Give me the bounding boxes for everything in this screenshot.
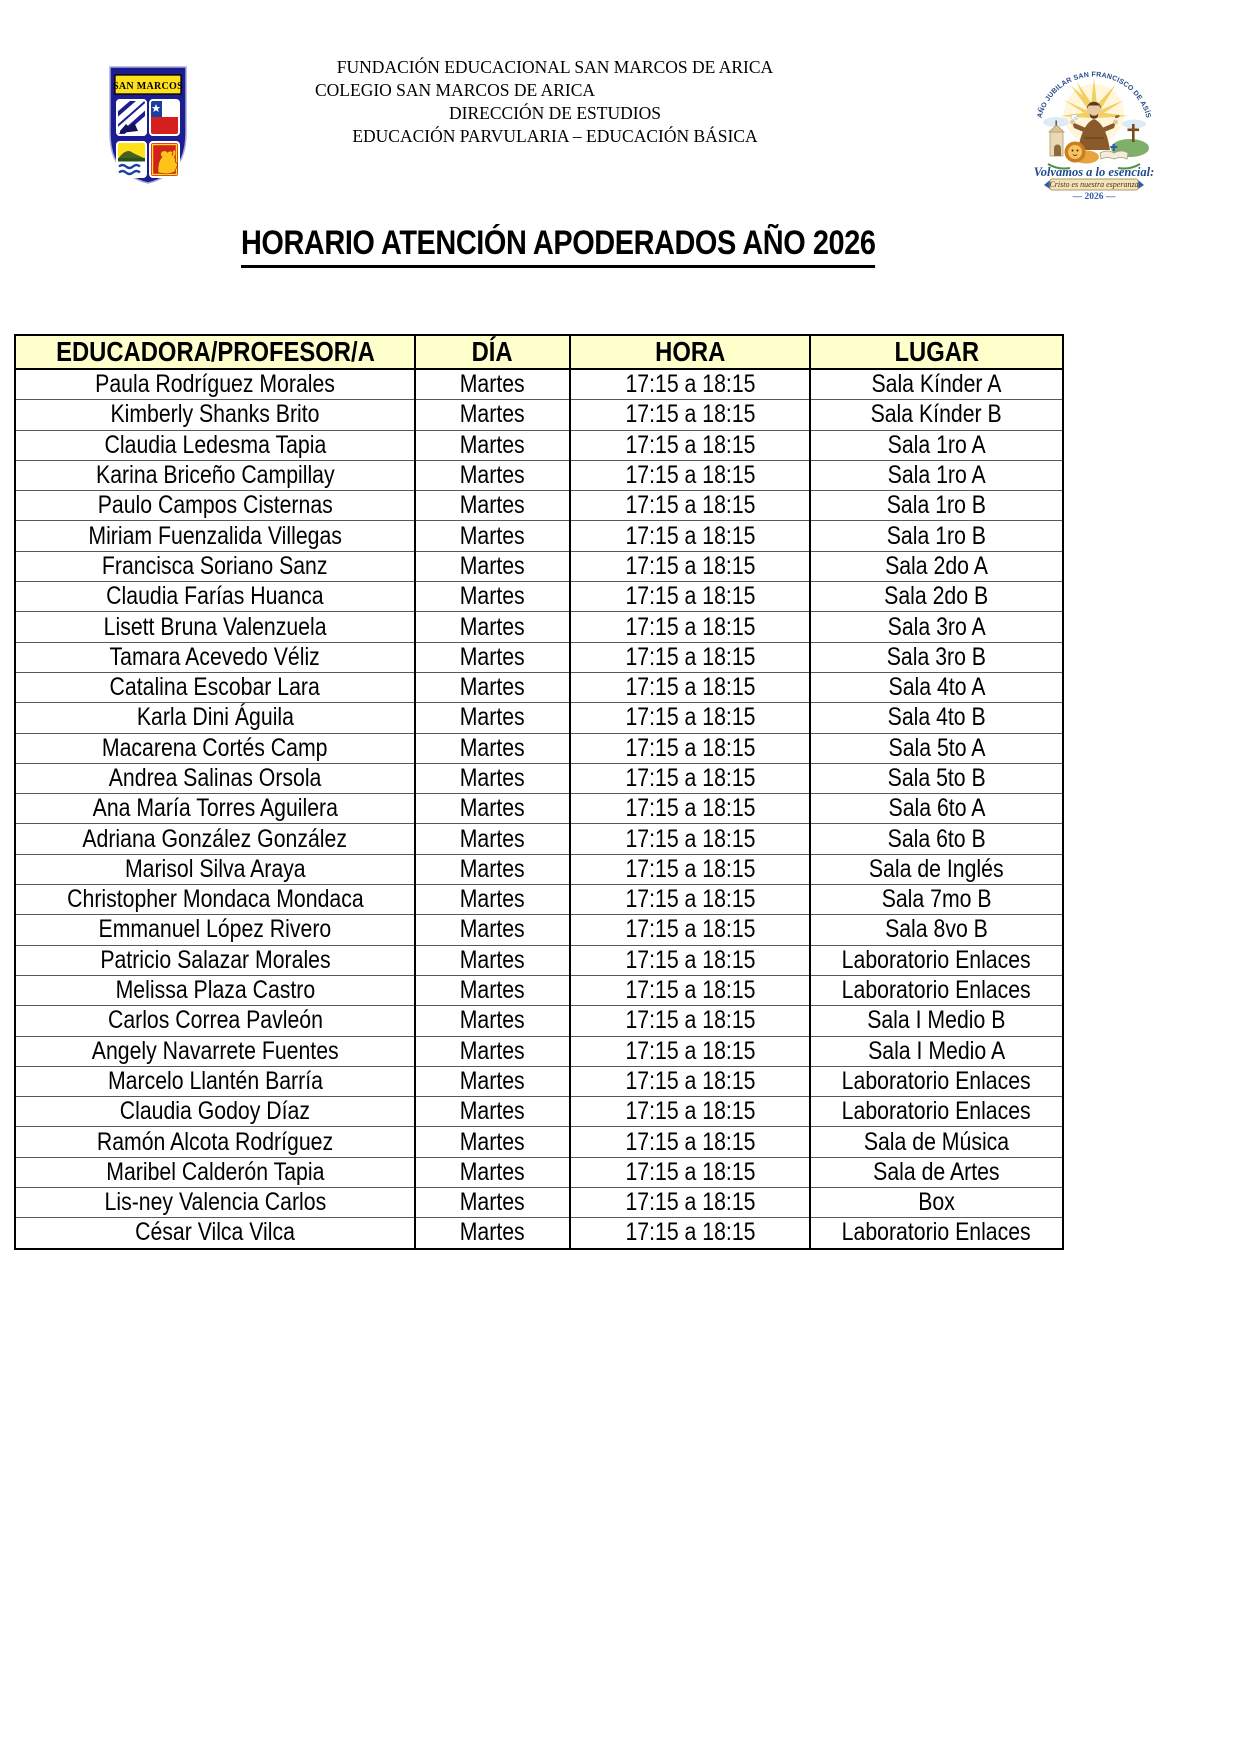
cell-day: Martes bbox=[415, 521, 570, 551]
cell-day: Martes bbox=[415, 854, 570, 884]
cell-place: Sala 2do B bbox=[810, 582, 1063, 612]
cell-name: Christopher Mondaca Mondaca bbox=[15, 885, 415, 915]
col-header-lugar: LUGAR bbox=[810, 335, 1063, 369]
cell-place: Sala de Inglés bbox=[810, 854, 1063, 884]
table-row bbox=[15, 400, 1063, 430]
institution-line: DIRECCIÓN DE ESTUDIOS bbox=[449, 103, 661, 123]
cell-name: Macarena Cortés Camp bbox=[15, 733, 415, 763]
cell-hour: 17:15 a 18:15 bbox=[570, 369, 810, 400]
jubilee-banner bbox=[1044, 179, 1144, 190]
cell-day: Martes bbox=[415, 369, 570, 400]
cell-hour: 17:15 a 18:15 bbox=[570, 1097, 810, 1127]
cell-place: Sala 1ro A bbox=[810, 460, 1063, 490]
cell-place: Sala 3ro A bbox=[810, 612, 1063, 642]
cell-hour: 17:15 a 18:15 bbox=[570, 521, 810, 551]
cell-place: Sala I Medio A bbox=[810, 1036, 1063, 1066]
table-row bbox=[15, 824, 1063, 854]
cell-day: Martes bbox=[415, 491, 570, 521]
cell-name: Carlos Correa Pavleón bbox=[15, 1006, 415, 1036]
cell-day: Martes bbox=[415, 763, 570, 793]
table-row bbox=[15, 1218, 1063, 1249]
crest-banner-text: SAN MARCOS bbox=[113, 81, 183, 92]
cell-hour: 17:15 a 18:15 bbox=[570, 1157, 810, 1187]
cell-hour: 17:15 a 18:15 bbox=[570, 915, 810, 945]
table-row bbox=[15, 1157, 1063, 1187]
cell-day: Martes bbox=[415, 1127, 570, 1157]
cell-day: Martes bbox=[415, 1036, 570, 1066]
cell-name: Miriam Fuenzalida Villegas bbox=[15, 521, 415, 551]
cell-name: Marisol Silva Araya bbox=[15, 854, 415, 884]
cell-day: Martes bbox=[415, 915, 570, 945]
cell-day: Martes bbox=[415, 612, 570, 642]
table-row bbox=[15, 1127, 1063, 1157]
cell-name: Claudia Ledesma Tapia bbox=[15, 430, 415, 460]
table-row bbox=[15, 460, 1063, 490]
cell-place: Sala de Música bbox=[810, 1127, 1063, 1157]
table-row bbox=[15, 430, 1063, 460]
cell-day: Martes bbox=[415, 703, 570, 733]
cell-place: Sala 3ro B bbox=[810, 642, 1063, 672]
cell-day: Martes bbox=[415, 1188, 570, 1218]
table-row bbox=[15, 854, 1063, 884]
table-row bbox=[15, 612, 1063, 642]
cell-name: Andrea Salinas Orsola bbox=[15, 763, 415, 793]
table-row bbox=[15, 521, 1063, 551]
cell-hour: 17:15 a 18:15 bbox=[570, 763, 810, 793]
cell-hour: 17:15 a 18:15 bbox=[570, 975, 810, 1005]
crest-quadrant-lion bbox=[150, 142, 179, 177]
cell-place: Laboratorio Enlaces bbox=[810, 1097, 1063, 1127]
jubilee-motto-text: Volvamos a lo esencial: bbox=[1033, 165, 1155, 179]
cell-hour: 17:15 a 18:15 bbox=[570, 854, 810, 884]
cell-name: Paula Rodríguez Morales bbox=[15, 369, 415, 400]
page-title: HORARIO ATENCIÓN APODERADOS AÑO 2026 bbox=[0, 224, 1116, 268]
cell-name: Marcelo Llantén Barría bbox=[15, 1066, 415, 1096]
cell-place: Box bbox=[810, 1188, 1063, 1218]
cell-place: Sala 7mo B bbox=[810, 885, 1063, 915]
col-header-hora: HORA bbox=[570, 335, 810, 369]
cell-name: Claudia Farías Huanca bbox=[15, 582, 415, 612]
cell-place: Sala 6to A bbox=[810, 794, 1063, 824]
cell-day: Martes bbox=[415, 1218, 570, 1249]
cell-hour: 17:15 a 18:15 bbox=[570, 672, 810, 702]
cell-day: Martes bbox=[415, 794, 570, 824]
cell-name: Emmanuel López Rivero bbox=[15, 915, 415, 945]
cell-hour: 17:15 a 18:15 bbox=[570, 1218, 810, 1249]
cell-hour: 17:15 a 18:15 bbox=[570, 733, 810, 763]
cell-place: Sala de Artes bbox=[810, 1157, 1063, 1187]
cell-name: Angely Navarrete Fuentes bbox=[15, 1036, 415, 1066]
cell-day: Martes bbox=[415, 1066, 570, 1096]
crest-quadrant-flag bbox=[150, 100, 179, 135]
cell-hour: 17:15 a 18:15 bbox=[570, 430, 810, 460]
jubilee-year-text: — 2026 — bbox=[1072, 192, 1116, 202]
cell-place: Laboratorio Enlaces bbox=[810, 975, 1063, 1005]
cell-place: Sala 8vo B bbox=[810, 915, 1063, 945]
cell-place: Sala Kínder B bbox=[810, 400, 1063, 430]
cell-day: Martes bbox=[415, 1097, 570, 1127]
cell-name: Kimberly Shanks Brito bbox=[15, 400, 415, 430]
cell-name: Paulo Campos Cisternas bbox=[15, 491, 415, 521]
cell-place: Sala 5to B bbox=[810, 763, 1063, 793]
crest-quadrant-hill-sea bbox=[117, 142, 146, 177]
cell-hour: 17:15 a 18:15 bbox=[570, 1006, 810, 1036]
cell-hour: 17:15 a 18:15 bbox=[570, 551, 810, 581]
cell-place: Sala 4to A bbox=[810, 672, 1063, 702]
cell-hour: 17:15 a 18:15 bbox=[570, 642, 810, 672]
table-row bbox=[15, 1188, 1063, 1218]
institution-line: EDUCACIÓN PARVULARIA – EDUCACIÓN BÁSICA bbox=[352, 126, 758, 146]
table-row bbox=[15, 1066, 1063, 1096]
cell-name: Tamara Acevedo Véliz bbox=[15, 642, 415, 672]
cell-day: Martes bbox=[415, 430, 570, 460]
table-row bbox=[15, 763, 1063, 793]
cell-place: Sala Kínder A bbox=[810, 369, 1063, 400]
cell-day: Martes bbox=[415, 672, 570, 702]
school-crest-logo bbox=[107, 64, 189, 186]
cell-name: Karla Dini Águila bbox=[15, 703, 415, 733]
table-row bbox=[15, 975, 1063, 1005]
institution-line: COLEGIO SAN MARCOS DE ARICA bbox=[315, 80, 596, 100]
crest-quadrant-stripes bbox=[111, 94, 151, 138]
cell-day: Martes bbox=[415, 733, 570, 763]
col-header-dia: DÍA bbox=[415, 335, 570, 369]
table-row bbox=[15, 703, 1063, 733]
cell-name: Ana María Torres Aguilera bbox=[15, 794, 415, 824]
cell-name: César Vilca Vilca bbox=[15, 1218, 415, 1249]
cell-place: Laboratorio Enlaces bbox=[810, 1218, 1063, 1249]
cell-name: Lisett Bruna Valenzuela bbox=[15, 612, 415, 642]
cell-day: Martes bbox=[415, 1157, 570, 1187]
cell-place: Laboratorio Enlaces bbox=[810, 1066, 1063, 1096]
cell-place: Sala I Medio B bbox=[810, 1006, 1063, 1036]
cell-name: Adriana González González bbox=[15, 824, 415, 854]
schedule-table-body bbox=[15, 369, 1063, 1249]
table-row bbox=[15, 945, 1063, 975]
table-row bbox=[15, 551, 1063, 581]
cell-name: Karina Briceño Campillay bbox=[15, 460, 415, 490]
cell-place: Sala 1ro B bbox=[810, 521, 1063, 551]
cell-place: Sala 5to A bbox=[810, 733, 1063, 763]
table-header-row bbox=[15, 335, 1063, 369]
cell-hour: 17:15 a 18:15 bbox=[570, 824, 810, 854]
cell-day: Martes bbox=[415, 400, 570, 430]
schedule-table bbox=[14, 334, 1064, 1250]
cell-name: Francisca Soriano Sanz bbox=[15, 551, 415, 581]
cell-place: Sala 6to B bbox=[810, 824, 1063, 854]
cell-day: Martes bbox=[415, 460, 570, 490]
cell-name: Patricio Salazar Morales bbox=[15, 945, 415, 975]
cell-hour: 17:15 a 18:15 bbox=[570, 1127, 810, 1157]
cell-hour: 17:15 a 18:15 bbox=[570, 1036, 810, 1066]
institution-line: FUNDACIÓN EDUCACIONAL SAN MARCOS DE ARICA bbox=[336, 57, 774, 77]
cell-hour: 17:15 a 18:15 bbox=[570, 1188, 810, 1218]
table-row bbox=[15, 582, 1063, 612]
cell-hour: 17:15 a 18:15 bbox=[570, 885, 810, 915]
table-row bbox=[15, 885, 1063, 915]
cell-name: Claudia Godoy Díaz bbox=[15, 1097, 415, 1127]
cell-hour: 17:15 a 18:15 bbox=[570, 945, 810, 975]
cell-place: Sala 1ro B bbox=[810, 491, 1063, 521]
cell-place: Sala 1ro A bbox=[810, 430, 1063, 460]
jubilee-logo bbox=[1026, 52, 1162, 202]
col-header-educadora: EDUCADORA/PROFESOR/A bbox=[15, 335, 415, 369]
cell-day: Martes bbox=[415, 975, 570, 1005]
cell-day: Martes bbox=[415, 945, 570, 975]
cell-place: Laboratorio Enlaces bbox=[810, 945, 1063, 975]
cell-hour: 17:15 a 18:15 bbox=[570, 400, 810, 430]
table-row bbox=[15, 733, 1063, 763]
cell-name: Ramón Alcota Rodríguez bbox=[15, 1127, 415, 1157]
cell-name: Melissa Plaza Castro bbox=[15, 975, 415, 1005]
table-row bbox=[15, 672, 1063, 702]
table-row bbox=[15, 1097, 1063, 1127]
cell-hour: 17:15 a 18:15 bbox=[570, 491, 810, 521]
cell-day: Martes bbox=[415, 582, 570, 612]
table-row bbox=[15, 794, 1063, 824]
cell-day: Martes bbox=[415, 642, 570, 672]
cell-hour: 17:15 a 18:15 bbox=[570, 703, 810, 733]
table-row bbox=[15, 915, 1063, 945]
cell-hour: 17:15 a 18:15 bbox=[570, 794, 810, 824]
institution-header bbox=[285, 56, 825, 148]
table-row bbox=[15, 1036, 1063, 1066]
table-row bbox=[15, 1006, 1063, 1036]
table-row bbox=[15, 369, 1063, 400]
table-row bbox=[15, 491, 1063, 521]
jubilee-banner-text: Cristo es nuestra esperanza bbox=[1049, 180, 1139, 190]
cell-day: Martes bbox=[415, 885, 570, 915]
cell-name: Lis-ney Valencia Carlos bbox=[15, 1188, 415, 1218]
cell-hour: 17:15 a 18:15 bbox=[570, 582, 810, 612]
cell-day: Martes bbox=[415, 1006, 570, 1036]
jubilee-arc-text: AÑO JUBILAR SAN FRANCISCO DE ASÍS bbox=[1036, 71, 1152, 119]
cell-hour: 17:15 a 18:15 bbox=[570, 1066, 810, 1096]
cell-name: Maribel Calderón Tapia bbox=[15, 1157, 415, 1187]
cell-place: Sala 2do A bbox=[810, 551, 1063, 581]
cell-hour: 17:15 a 18:15 bbox=[570, 460, 810, 490]
cell-day: Martes bbox=[415, 824, 570, 854]
cell-hour: 17:15 a 18:15 bbox=[570, 612, 810, 642]
cell-name: Catalina Escobar Lara bbox=[15, 672, 415, 702]
cell-day: Martes bbox=[415, 551, 570, 581]
cell-place: Sala 4to B bbox=[810, 703, 1063, 733]
table-row bbox=[15, 642, 1063, 672]
